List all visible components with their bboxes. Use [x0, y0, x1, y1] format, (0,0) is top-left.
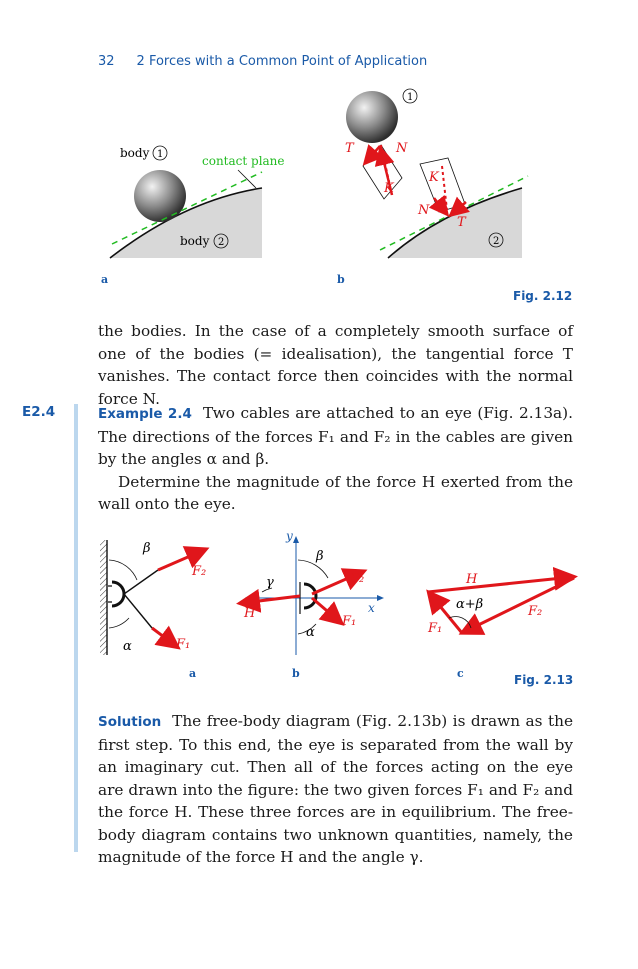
alpha-b: α	[306, 625, 315, 640]
K-label-lower: K	[429, 170, 439, 185]
example-text2: Determine the magnitude of the force H exerted from the wall onto the eye.	[98, 472, 573, 513]
fig212b	[345, 89, 528, 258]
beta-b: β	[316, 549, 324, 564]
fig212-sub-a: a	[101, 273, 109, 286]
fig213-caption: Fig. 2.13	[514, 673, 574, 687]
page-number: 32	[98, 54, 115, 69]
example-tag: E2.4	[22, 404, 56, 420]
fig213-sub-a: a	[189, 667, 197, 680]
F1-label-a: F₁	[176, 637, 191, 652]
F1-label-b: F₁	[342, 614, 357, 629]
K-label-upper: K	[384, 181, 394, 196]
contact-plane-label: contact plane	[202, 154, 285, 168]
solution-text	[98, 710, 573, 869]
H-arrow-b	[242, 596, 300, 603]
num1-b: 1	[407, 92, 414, 103]
fig213a	[100, 540, 206, 655]
T-arrow-upper	[366, 146, 380, 162]
fig213c	[427, 572, 574, 636]
ball-a	[134, 170, 186, 222]
F2-label-b: F₂	[350, 571, 365, 586]
T-label-lower: T	[457, 215, 466, 230]
F2-label-c: F₂	[528, 604, 543, 619]
beta-a: β	[143, 541, 151, 556]
N-arrow-lower	[434, 198, 446, 213]
example-text1: Two cables are attached to an eye (Fig. 2.13a). The directions of the forces F₁ and F₂ in the cables are given by the angles α and β.	[98, 404, 574, 468]
num1-a: 1	[157, 149, 164, 160]
H-label-b: H	[244, 606, 256, 621]
solution-title: Solution	[98, 714, 162, 730]
N-label-upper: N	[396, 141, 408, 156]
N-label-lower: N	[418, 203, 430, 218]
fig213-sub-b: b	[292, 667, 300, 680]
body2-label: body	[180, 234, 210, 248]
fig213b	[242, 529, 384, 655]
fig213-sub-c: c	[457, 667, 464, 680]
example-text	[98, 402, 573, 516]
F1-label-c: F₁	[428, 621, 443, 636]
gamma-b: γ	[266, 575, 274, 590]
body1-label: body	[120, 146, 150, 160]
y-axis-label: y	[286, 529, 293, 543]
solution-body: The free-body diagram (Fig. 2.13b) is drawn as the first step. To this end, the eye is separated from the wall by an imaginary cut. Then all of the forces acting on the eye are drawn into the figure: the two given forces F₁ and F₂ and the force H. These three forces are in equilibrium. The free-body diagram contains two unknown quantities, namely, the magnitude of the force H and the angle γ.	[98, 712, 573, 866]
H-label-c: H	[466, 572, 478, 587]
x-axis-label: x	[368, 601, 375, 615]
example-title: Example 2.4	[98, 406, 192, 422]
contact-plane-leader	[238, 170, 256, 188]
alpha-a: α	[123, 639, 132, 654]
ball-b	[346, 91, 398, 143]
chapter-title: 2 Forces with a Common Point of Application	[136, 54, 428, 69]
num2-b: 2	[493, 236, 500, 247]
fig212-sub-b: b	[337, 273, 345, 286]
paragraph-contact: the bodies. In the case of a completely smooth surface of one of the bodies (= idealisation), the tangential force T vanishes. The contact force then coincides with the normal force N.	[98, 322, 573, 408]
F2-label-a: F₂	[192, 564, 207, 579]
fig212-caption: Fig. 2.12	[513, 289, 573, 303]
F1-arrow-b	[312, 598, 340, 622]
num2-a: 2	[218, 237, 225, 248]
fig212a	[110, 146, 285, 258]
alpha-beta-c: α+β	[456, 597, 484, 612]
body2-region-b	[388, 188, 522, 258]
T-label-upper: T	[345, 141, 354, 156]
example-sidebar	[74, 404, 78, 852]
F1-arrow-a	[152, 628, 176, 646]
